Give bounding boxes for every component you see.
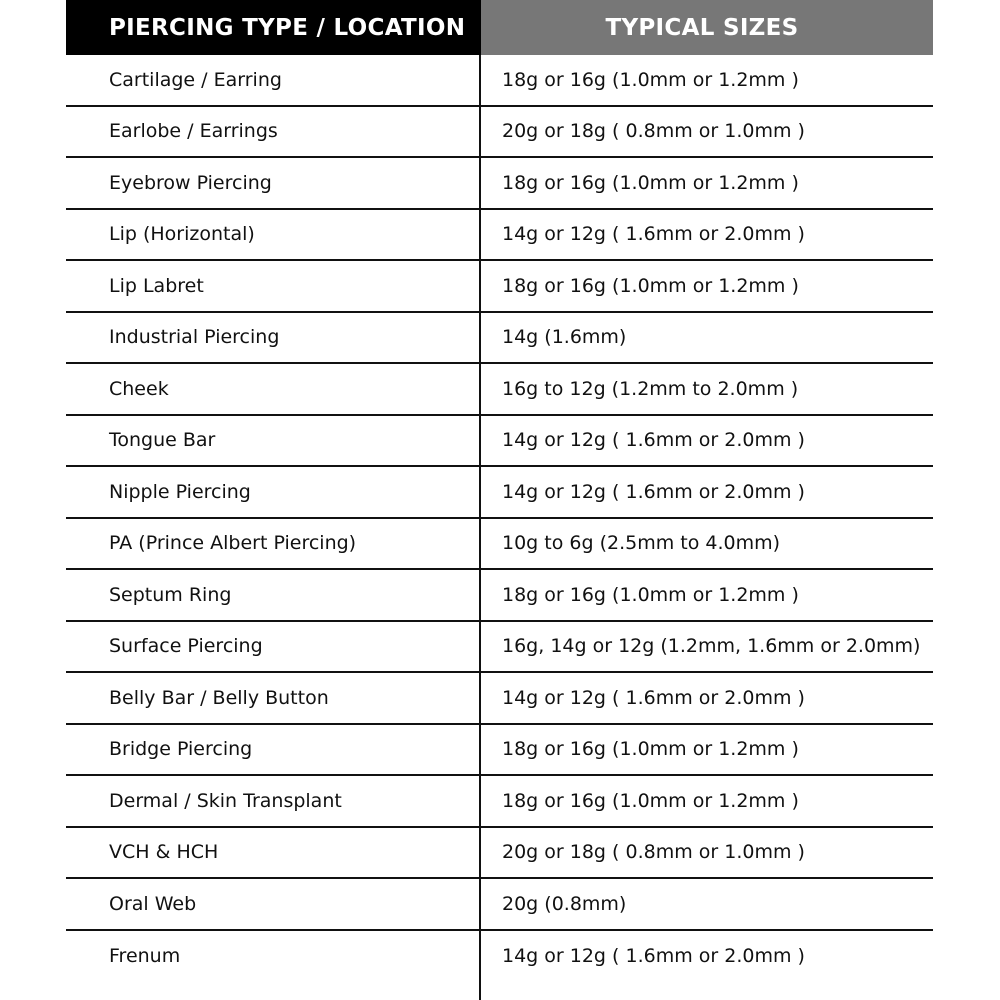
piercing-type-cell: Dermal / Skin Transplant [109,789,342,812]
piercing-type-cell: Nipple Piercing [109,480,251,503]
piercing-type-cell: Cartilage / Earring [109,68,282,91]
column-divider [479,55,481,1000]
column-header-piercing-type: PIERCING TYPE / LOCATION [66,0,481,55]
typical-size-cell: 14g (1.6mm) [502,326,627,349]
table-row [66,313,933,365]
piercing-type-cell: Lip (Horizontal) [109,223,255,246]
piercing-type-cell: Frenum [109,945,181,968]
table-row [66,107,933,159]
table-row [66,622,933,674]
typical-size-cell: 14g or 12g ( 1.6mm or 2.0mm ) [502,686,805,709]
typical-size-cell: 14g or 12g ( 1.6mm or 2.0mm ) [502,223,805,246]
typical-size-cell: 18g or 16g (1.0mm or 1.2mm ) [502,68,799,91]
typical-size-cell: 14g or 12g ( 1.6mm or 2.0mm ) [502,429,805,452]
piercing-type-cell: Eyebrow Piercing [109,171,272,194]
table-row [66,776,933,828]
table-row [66,416,933,468]
typical-size-cell: 18g or 16g (1.0mm or 1.2mm ) [502,789,799,812]
piercing-type-cell: Belly Bar / Belly Button [109,686,329,709]
piercing-type-cell: Earlobe / Earrings [109,120,278,143]
typical-size-cell: 10g to 6g (2.5mm to 4.0mm) [502,532,781,555]
piercing-type-cell: Lip Labret [109,274,204,297]
table-row [66,519,933,571]
table-row [66,879,933,931]
typical-size-cell: 18g or 16g (1.0mm or 1.2mm ) [502,171,799,194]
typical-size-cell: 14g or 12g ( 1.6mm or 2.0mm ) [502,945,805,968]
piercing-type-cell: Oral Web [109,892,197,915]
piercing-type-cell: VCH & HCH [109,841,219,864]
typical-size-cell: 18g or 16g (1.0mm or 1.2mm ) [502,583,799,606]
piercing-type-cell: Cheek [109,377,169,400]
table-row [66,261,933,313]
piercing-size-table [66,0,933,1000]
table-row [66,725,933,777]
column-header-typical-sizes: TYPICAL SIZES [481,0,933,55]
piercing-type-cell: Septum Ring [109,583,232,606]
typical-size-cell: 16g to 12g (1.2mm to 2.0mm ) [502,377,799,400]
table-row [66,158,933,210]
typical-size-cell: 20g or 18g ( 0.8mm or 1.0mm ) [502,841,805,864]
table-row [66,570,933,622]
table-row [66,467,933,519]
typical-size-cell: 20g (0.8mm) [502,892,627,915]
typical-size-cell: 14g or 12g ( 1.6mm or 2.0mm ) [502,480,805,503]
piercing-type-cell: Industrial Piercing [109,326,280,349]
table-header [66,0,933,55]
table-row [66,828,933,880]
piercing-type-cell: Tongue Bar [109,429,216,452]
table-body [66,55,933,982]
table-row [66,210,933,262]
piercing-type-cell: Surface Piercing [109,635,263,658]
typical-size-cell: 20g or 18g ( 0.8mm or 1.0mm ) [502,120,805,143]
piercing-type-cell: Bridge Piercing [109,738,253,761]
table-row [66,931,933,983]
typical-size-cell: 18g or 16g (1.0mm or 1.2mm ) [502,274,799,297]
table-row [66,55,933,107]
table-row [66,673,933,725]
piercing-type-cell: PA (Prince Albert Piercing) [109,532,357,555]
table-row [66,364,933,416]
typical-size-cell: 18g or 16g (1.0mm or 1.2mm ) [502,738,799,761]
typical-size-cell: 16g, 14g or 12g (1.2mm, 1.6mm or 2.0mm) [502,635,921,658]
